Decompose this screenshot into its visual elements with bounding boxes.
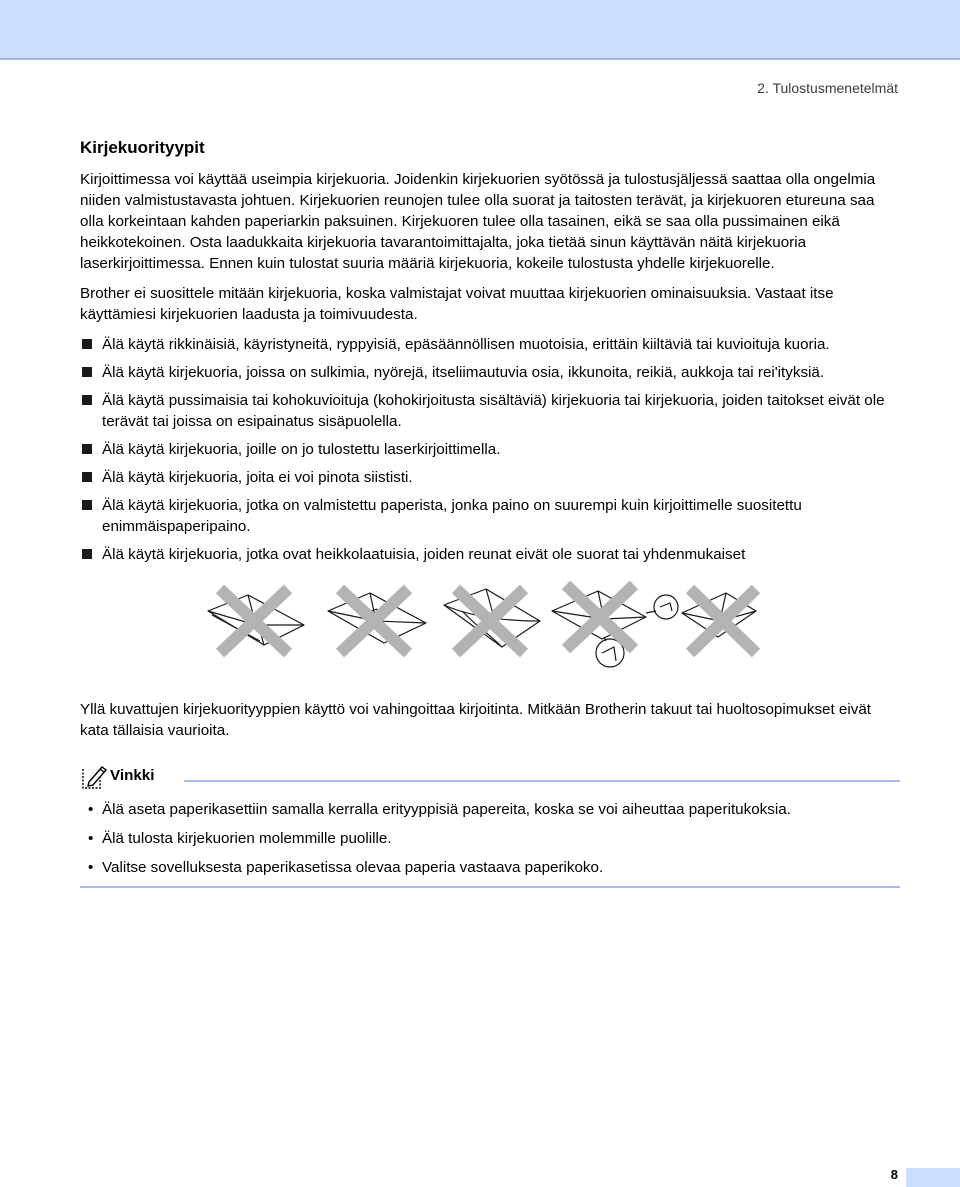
list-item-text: Älä käytä kirjekuoria, joille on jo tulostettu laserkirjoittimella. bbox=[102, 441, 501, 458]
page-tab bbox=[906, 1168, 960, 1187]
list-item bbox=[80, 495, 900, 537]
list-item bbox=[80, 544, 900, 565]
list-item bbox=[80, 439, 900, 460]
list-item-text: Älä käytä rikkinäisiä, käyristyneitä, ryppyisiä, epäsäännöllisen muotoisia, erittäin kiiltäviä tai kuvioituja kuoria. bbox=[102, 336, 830, 353]
page-number: 8 bbox=[890, 1167, 898, 1182]
square-bullet-icon bbox=[82, 339, 92, 349]
list-item-text: Älä käytä kirjekuoria, jotka ovat heikkolaatuisia, joiden reunat eivät ole suorat tai yhdenmukaiset bbox=[102, 546, 746, 563]
disclaimer-paragraph: Brother ei suosittele mitään kirjekuoria, koska valmistajat voivat muuttaa kirjekuorien ominaisuuksia. Vastaat itse käyttämiesi kirjekuorien laadusta ja toimivuudesta. bbox=[80, 285, 834, 323]
square-bullet-icon bbox=[82, 472, 92, 482]
damage-warning-paragraph: Yllä kuvattujen kirjekuorityyppien käyttö voi vahingoittaa kirjoitinta. Mitkään Brotherin takuut tai huoltosopimukset eivät kata tällaisia vaurioita. bbox=[80, 701, 872, 739]
note-header bbox=[80, 763, 900, 791]
square-bullet-icon bbox=[82, 367, 92, 377]
list-item bbox=[80, 390, 900, 432]
header-band bbox=[0, 0, 960, 60]
list-item bbox=[80, 828, 900, 849]
chapter-title: 2. Tulostusmenetelmät bbox=[757, 80, 898, 96]
list-item-text: Älä käytä kirjekuoria, jotka on valmistettu paperista, jonka paino on suurempi kuin kirjoittimelle suositettu enimmäispaperipaino. bbox=[102, 497, 802, 535]
list-item bbox=[80, 467, 900, 488]
list-item-text: Älä käytä pussimaisia tai kohokuvioituja (kohokirjoitusta sisältäviä) kirjekuoria tai kirjekuoria, joiden taitokset eivät ole terävät tai joissa on esipainatus sisäpuolella. bbox=[102, 392, 885, 430]
list-item-text: Älä käytä kirjekuoria, joissa on sulkimia, nyörejä, itseliimautuvia osia, ikkunoita, reikiä, aukkoja tai rei'ityksiä. bbox=[102, 364, 825, 381]
list-item bbox=[80, 362, 900, 383]
bullet-dot-icon: • bbox=[88, 830, 94, 847]
bullet-dot-icon: • bbox=[88, 801, 94, 818]
list-item-text: Älä käytä kirjekuoria, joita ei voi pinota siististi. bbox=[102, 469, 413, 486]
envelope-illustration bbox=[80, 581, 900, 685]
list-item bbox=[80, 799, 900, 820]
list-item bbox=[80, 334, 900, 355]
square-bullet-icon bbox=[82, 444, 92, 454]
page-content bbox=[80, 136, 900, 888]
note-list bbox=[80, 799, 900, 878]
note-pencil-icon bbox=[80, 763, 108, 791]
envelope-warning-list bbox=[80, 334, 900, 565]
square-bullet-icon bbox=[82, 549, 92, 559]
note-bottom-rule bbox=[80, 886, 900, 888]
note-box bbox=[80, 763, 900, 888]
note-top-rule bbox=[184, 780, 900, 782]
square-bullet-icon bbox=[82, 395, 92, 405]
section-title: Kirjekuorityypit bbox=[80, 138, 205, 157]
list-item-text: Älä aseta paperikasettiin samalla kerralla erityyppisiä papereita, koska se voi aiheuttaa paperitukoksia. bbox=[102, 801, 791, 818]
bullet-dot-icon: • bbox=[88, 859, 94, 876]
list-item-text: Älä tulosta kirjekuorien molemmille puolille. bbox=[102, 830, 392, 847]
note-title: Vinkki bbox=[110, 767, 155, 784]
square-bullet-icon bbox=[82, 500, 92, 510]
intro-paragraph: Kirjoittimessa voi käyttää useimpia kirjekuoria. Joidenkin kirjekuorien syötössä ja tulostusjäljessä saattaa olla ongelmia niiden valmistustavasta johtuen. Kirjekuorien reunojen tulee olla suorat ja taitosten terävät, ja kirjekuoren etureuna saa olla korkeintaan kahden paperiarkin paksuinen. Kirjekuoren tulee olla tasainen, eikä se saa olla pussimainen eikä heikkotekoinen. Osta laadukkaita kirjekuoria tavarantoimittajalta, joka tietää sinun käyttävän näitä kirjekuoria laserkirjoittimessa. Ennen kuin tulostat suuria määriä kirjekuoria, kokeile tulostusta yhdelle kirjekuorelle. bbox=[80, 171, 876, 272]
list-item-text: Valitse sovelluksesta paperikasetissa olevaa paperia vastaava paperikoko. bbox=[102, 859, 604, 876]
list-item bbox=[80, 857, 900, 878]
unsuitable-envelopes-figure bbox=[200, 581, 760, 681]
